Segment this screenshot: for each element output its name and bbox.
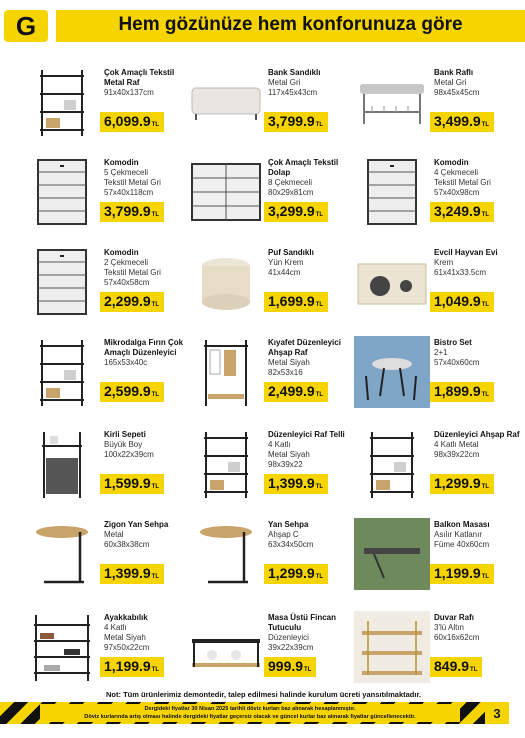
product-detail: 4 Katlı — [268, 440, 291, 449]
drawer-icon — [24, 156, 100, 228]
product-detail: Büyük Boy — [104, 440, 143, 449]
product-info — [434, 430, 524, 460]
product-detail: 60x38x38cm — [104, 540, 150, 549]
product-detail: 80x29x81cm — [268, 188, 314, 197]
price-tag — [264, 657, 316, 677]
clothes-rack-icon — [188, 336, 264, 408]
product-info — [104, 68, 194, 98]
product-detail: Füme 40x60cm — [434, 540, 490, 549]
product-info — [104, 430, 194, 460]
product-detail: 100x22x39cm — [104, 450, 154, 459]
currency-label: TL — [151, 212, 160, 218]
header-bar — [56, 10, 525, 42]
product-detail: Tekstil Metal Gri — [434, 178, 491, 187]
product-detail: Tekstil Metal Gri — [104, 178, 161, 187]
currency-label: TL — [151, 574, 160, 580]
product-card — [24, 605, 184, 695]
product-info — [104, 158, 194, 198]
price-value: 3,799.9 — [104, 203, 151, 219]
price-value: 1,199.9 — [104, 658, 151, 674]
product-name: Bank Raflı — [434, 68, 474, 77]
product-card — [24, 240, 184, 330]
price-value: 999.9 — [268, 658, 304, 674]
product-detail: Asılır Katlanır — [434, 530, 483, 539]
product-detail: 57x40x98cm — [434, 188, 480, 197]
price-tag — [430, 657, 482, 677]
product-detail: Düzenleyici — [268, 633, 309, 642]
product-name: Komodin — [434, 158, 469, 167]
price-tag — [430, 474, 494, 494]
product-card — [354, 60, 514, 150]
desk-organizer-icon — [188, 611, 264, 683]
product-detail: 165x53x40c — [104, 358, 148, 367]
currency-label: TL — [481, 392, 490, 398]
product-card — [24, 512, 184, 602]
currency-label: TL — [315, 392, 324, 398]
price-value: 1,699.9 — [268, 293, 315, 309]
price-tag — [264, 382, 328, 402]
price-value: 2,299.9 — [104, 293, 151, 309]
product-detail: Metal Siyah — [104, 633, 146, 642]
product-card — [188, 422, 348, 512]
price-value: 3,799.9 — [268, 113, 315, 129]
price-value: 1,599.9 — [104, 475, 151, 491]
currency-label: TL — [315, 484, 324, 490]
product-info — [268, 158, 358, 198]
product-detail: 98x39x22cm — [434, 450, 480, 459]
product-info — [104, 338, 194, 368]
currency-label: TL — [470, 667, 478, 673]
price-value: 3,499.9 — [434, 113, 481, 129]
product-name: Duvar Rafı — [434, 613, 475, 622]
currency-label: TL — [481, 574, 490, 580]
shelf-icon — [188, 428, 264, 500]
product-info — [268, 338, 358, 378]
price-value: 1,299.9 — [434, 475, 481, 491]
currency-label: TL — [481, 484, 490, 490]
currency-label: TL — [315, 212, 324, 218]
product-card — [188, 240, 348, 330]
price-tag — [100, 292, 164, 312]
price-tag — [100, 382, 164, 402]
product-name: Bank Sandıklı — [268, 68, 321, 77]
product-detail: Yün Krem — [268, 258, 304, 267]
product-info — [104, 248, 194, 288]
price-tag — [100, 112, 164, 132]
price-value: 1,899.9 — [434, 383, 481, 399]
product-name: Düzenleyici Ahşap Raf — [434, 430, 520, 439]
product-name: Zigon Yan Sehpa — [104, 520, 169, 529]
currency-label: TL — [315, 302, 324, 308]
bench-icon — [188, 66, 264, 138]
product-info — [268, 68, 358, 98]
shoe-rack-icon — [24, 611, 100, 683]
product-detail: 63x34x50cm — [268, 540, 314, 549]
product-detail: 57x40x118cm — [104, 188, 154, 197]
product-detail: Metal Siyah — [268, 358, 310, 367]
product-name: Düzenleyici Raf Telli — [268, 430, 345, 439]
product-card — [24, 422, 184, 512]
price-value: 2,599.9 — [104, 383, 151, 399]
product-card — [354, 422, 520, 512]
drawer-icon — [354, 156, 430, 228]
product-detail: Ahşap C — [268, 530, 299, 539]
footer-line-2: Döviz kurlarında artış olması halinde dergideki fiyatlar geçersiz olacak ve güncel kurlar baz alınarak fiyatlar güncellenecektir. — [84, 714, 416, 720]
product-info — [434, 613, 524, 643]
product-detail: Metal Siyah — [268, 450, 310, 459]
product-info — [434, 158, 524, 198]
product-detail: Krem — [434, 258, 454, 267]
product-name: Mikrodalga Fırın Çok Amaçlı Düzenleyici — [104, 338, 184, 357]
bistro-icon — [354, 336, 430, 408]
product-detail: 61x41x33.5cm — [434, 268, 487, 277]
price-tag — [430, 292, 494, 312]
price-tag — [430, 202, 494, 222]
product-name: Çok Amaçlı Tekstil Dolap — [268, 158, 339, 177]
product-info — [268, 520, 358, 550]
product-detail: 4 Çekmeceli — [434, 168, 479, 177]
product-name: Bistro Set — [434, 338, 472, 347]
price-tag — [430, 564, 494, 584]
product-card — [188, 605, 348, 695]
price-tag — [430, 112, 494, 132]
product-detail: 4 Katlı Metal — [434, 440, 479, 449]
price-value: 1,299.9 — [268, 565, 315, 581]
price-value: 1,399.9 — [104, 565, 151, 581]
pet-house-icon — [354, 246, 430, 318]
shelf-icon — [354, 428, 430, 500]
product-info — [434, 338, 524, 368]
product-name: Balkon Masası — [434, 520, 490, 529]
price-tag — [100, 202, 164, 222]
currency-label: TL — [315, 574, 324, 580]
assembly-note: Not: Tüm ürünlerimiz demontedir, talep edilmesi halinde kurulum ücreti yansıtılmaktadır. — [106, 690, 422, 699]
product-detail: 5 Çekmeceli — [104, 168, 149, 177]
price-tag — [264, 474, 328, 494]
price-value: 849.9 — [434, 658, 470, 674]
wall-shelf-icon — [354, 611, 430, 683]
product-detail: 98x39x22 — [268, 460, 303, 469]
drawer-icon — [24, 246, 100, 318]
product-detail: Tekstil Metal Gri — [104, 268, 161, 277]
product-card — [188, 330, 348, 420]
product-info — [268, 248, 358, 278]
side-table-icon — [24, 518, 100, 590]
product-detail: 57x40x58cm — [104, 278, 150, 287]
product-info — [104, 613, 194, 653]
page-footer — [0, 702, 525, 738]
currency-label: TL — [151, 484, 160, 490]
price-tag — [100, 564, 164, 584]
product-detail: 4 Katlı — [104, 623, 127, 632]
product-detail: 60x16x62cm — [434, 633, 480, 642]
product-detail: 2+1 — [434, 348, 448, 357]
price-value: 1,049.9 — [434, 293, 481, 309]
price-tag — [430, 382, 494, 402]
currency-label: TL — [151, 302, 160, 308]
price-tag — [264, 112, 328, 132]
product-card — [188, 150, 348, 240]
side-table-icon — [188, 518, 264, 590]
product-detail: 98x45x45cm — [434, 88, 480, 97]
shelf-icon — [24, 336, 100, 408]
product-card — [354, 330, 514, 420]
balcony-table-icon — [354, 518, 430, 590]
product-detail: 97x50x22cm — [104, 643, 150, 652]
product-card — [354, 605, 514, 695]
product-detail: 2 Çekmeceli — [104, 258, 149, 267]
product-name: Komodin — [104, 158, 139, 167]
product-name: Kirli Sepeti — [104, 430, 146, 439]
price-value: 1,199.9 — [434, 565, 481, 581]
page-number: 3 — [485, 702, 509, 724]
product-detail: 117x45x43cm — [268, 88, 318, 97]
product-detail: Metal — [104, 530, 124, 539]
product-detail: 3'lü Altın — [434, 623, 464, 632]
price-tag — [264, 292, 328, 312]
price-tag — [100, 657, 164, 677]
basket-icon — [24, 428, 100, 500]
price-tag — [264, 564, 328, 584]
pouf-icon — [188, 246, 264, 318]
product-info — [434, 248, 524, 278]
price-value: 6,099.9 — [104, 113, 151, 129]
product-name: Evcil Hayvan Evi — [434, 248, 498, 257]
currency-label: TL — [315, 122, 324, 128]
product-detail: 41x44cm — [268, 268, 301, 277]
product-card — [188, 512, 348, 602]
page-title: Hem gözünüze hem konforunuza göre — [118, 14, 463, 35]
product-name: Ayakkabılık — [104, 613, 148, 622]
product-card — [354, 512, 514, 602]
product-name: Çok Amaçlı Tekstil Metal Raf — [104, 68, 175, 87]
currency-label: TL — [151, 392, 160, 398]
price-value: 1,399.9 — [268, 475, 315, 491]
price-value: 3,249.9 — [434, 203, 481, 219]
currency-label: TL — [481, 302, 490, 308]
product-card — [354, 240, 514, 330]
product-card — [24, 330, 184, 420]
product-info — [268, 613, 358, 653]
product-detail: 82x53x16 — [268, 368, 303, 377]
product-name: Kıyafet Düzenleyici Ahşap Raf — [268, 338, 341, 357]
product-detail: Metal Gri — [434, 78, 467, 87]
product-detail: 39x22x39cm — [268, 643, 314, 652]
product-card — [188, 60, 348, 150]
product-detail: 91x40x137cm — [104, 88, 154, 97]
price-value: 3,299.9 — [268, 203, 315, 219]
currency-label: TL — [481, 122, 490, 128]
product-card — [24, 150, 184, 240]
shelf-icon — [24, 66, 100, 138]
product-name: Puf Sandıklı — [268, 248, 314, 257]
product-detail: 8 Çekmeceli — [268, 178, 313, 187]
product-info — [104, 520, 194, 550]
product-detail: 57x40x60cm — [434, 358, 480, 367]
bench-shelf-icon — [354, 66, 430, 138]
page-header — [0, 0, 525, 50]
product-info — [434, 68, 524, 98]
product-card — [354, 150, 514, 240]
product-info — [268, 430, 358, 470]
product-detail: Metal Gri — [268, 78, 301, 87]
price-tag — [100, 474, 164, 494]
footer-line-1: Dergideki fiyatlar 30 Nisan 2025 tarihli döviz kurları baz alınarak hesaplanmıştır. — [144, 706, 356, 712]
footer-disclaimer — [40, 704, 460, 722]
product-name: Komodin — [104, 248, 139, 257]
price-tag — [264, 202, 328, 222]
currency-label: TL — [304, 667, 312, 673]
product-name: Yan Sehpa — [268, 520, 309, 529]
currency-label: TL — [151, 122, 160, 128]
currency-label: TL — [481, 212, 490, 218]
price-value: 2,499.9 — [268, 383, 315, 399]
product-info — [434, 520, 524, 550]
product-card — [24, 60, 184, 150]
cabinet-icon — [188, 156, 264, 228]
currency-label: TL — [151, 667, 160, 673]
brand-logo: G — [4, 10, 48, 42]
product-name: Masa Üstü Fincan Tutuculu — [268, 613, 337, 632]
